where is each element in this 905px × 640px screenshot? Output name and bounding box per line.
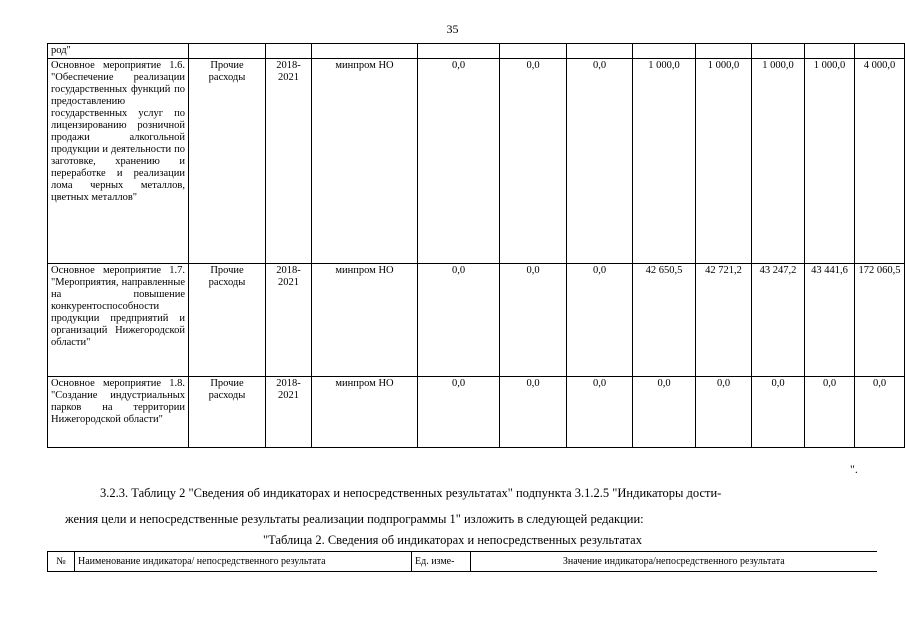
cost-type: Прочие расходы — [189, 264, 266, 377]
period: 2018-2021 — [266, 377, 312, 448]
table-row — [48, 59, 905, 264]
period: 2018-2021 — [266, 59, 312, 264]
value-cell: 0,0 — [855, 377, 905, 448]
cost-type: Прочие расходы — [189, 59, 266, 264]
value-cell: 43 441,6 — [805, 264, 855, 377]
page-number: 35 — [446, 22, 459, 36]
table-cell — [418, 44, 500, 59]
value-cell: 0,0 — [500, 59, 567, 264]
value-cell: 0,0 — [567, 59, 633, 264]
table-cell — [266, 44, 312, 59]
value-cell: 0,0 — [500, 377, 567, 448]
table2-caption: "Таблица 2. Сведения об индикаторах и непосредственных результатах — [263, 533, 642, 547]
table-cell — [696, 44, 752, 59]
table-cell — [500, 44, 567, 59]
value-cell: 1 000,0 — [752, 59, 805, 264]
executor: минпром НО — [312, 377, 418, 448]
activity-name: Основное мероприятие 1.7. "Мероприятия, направленные на повышение конкурентоспособности продукции предприятий и организаций Нижегородской области" — [48, 264, 189, 377]
value-cell: 0,0 — [696, 377, 752, 448]
funding-table — [47, 43, 905, 448]
table-cell — [752, 44, 805, 59]
table-cell — [567, 44, 633, 59]
amendment-paragraph-line1: 3.2.3. Таблицу 2 "Сведения об индикаторах и непосредственных результатах" подпункта 3.1.2.5 "Индикаторы дости- — [100, 486, 722, 500]
table-cell — [189, 44, 266, 59]
table-row — [48, 44, 905, 59]
value-cell: 1 000,0 — [633, 59, 696, 264]
value-cell: 0,0 — [752, 377, 805, 448]
value-cell: 4 000,0 — [855, 59, 905, 264]
value-cell: 0,0 — [418, 377, 500, 448]
value-cell: 0,0 — [418, 59, 500, 264]
value-cell: 0,0 — [567, 377, 633, 448]
table-cell — [855, 44, 905, 59]
period: 2018-2021 — [266, 264, 312, 377]
header-unit: Ед. изме- — [412, 552, 471, 572]
header-value: Значение индикатора/непосредственного результата — [471, 552, 877, 572]
table-cell — [805, 44, 855, 59]
executor: минпром НО — [312, 59, 418, 264]
value-cell: 0,0 — [418, 264, 500, 377]
value-cell: 1 000,0 — [696, 59, 752, 264]
amendment-paragraph-line2: жения цели и непосредственные результаты реализации подпрограммы 1" изложить в следующей редакции: — [65, 512, 644, 526]
cost-type: Прочие расходы — [189, 377, 266, 448]
value-cell: 0,0 — [633, 377, 696, 448]
value-cell: 0,0 — [500, 264, 567, 377]
value-cell: 42 721,2 — [696, 264, 752, 377]
header-num: № — [48, 552, 75, 572]
value-cell: 0,0 — [805, 377, 855, 448]
value-cell: 172 060,5 — [855, 264, 905, 377]
table-row — [48, 264, 905, 377]
executor: минпром НО — [312, 264, 418, 377]
activity-name: Основное мероприятие 1.8. "Создание индустриальных парков на территории Нижегородской области" — [48, 377, 189, 448]
activity-name: Основное мероприятие 1.6. "Обеспечение реализации государственных функций по предоставлению государственных услуг по лицензированию розничной продажи алкогольной продукции и деятельности по заготовке, хранению и переработке и реализации лома черных металлов, цветных металлов" — [48, 59, 189, 264]
value-cell: 42 650,5 — [633, 264, 696, 377]
value-cell: 0,0 — [567, 264, 633, 377]
indicators-table-header — [47, 551, 877, 572]
value-cell: 43 247,2 — [752, 264, 805, 377]
closing-quote: ". — [850, 462, 858, 476]
table-row — [48, 377, 905, 448]
table-row — [48, 552, 877, 572]
header-name: Наименование индикатора/ непосредственного результата — [75, 552, 412, 572]
value-cell: 1 000,0 — [805, 59, 855, 264]
table-cell — [633, 44, 696, 59]
table-cell: род" — [48, 44, 189, 59]
table-cell — [312, 44, 418, 59]
